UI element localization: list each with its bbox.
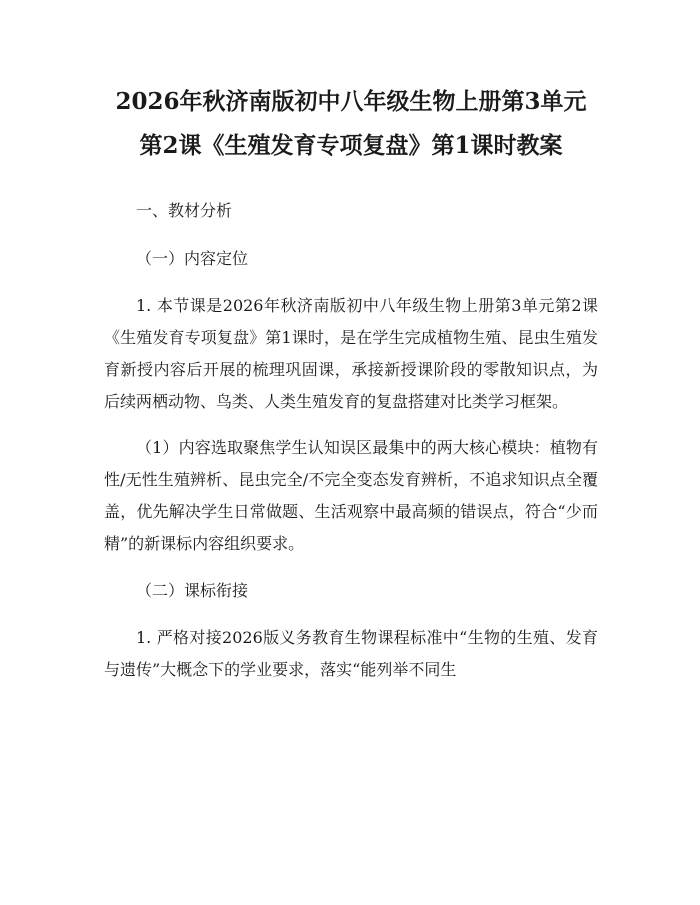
spacer	[104, 168, 598, 194]
spacer	[104, 228, 598, 242]
section-heading-teaching-material-analysis: 一、教材分析	[136, 201, 233, 220]
paragraph-curriculum-standard-1: 1. 严格对接2026版义务教育生物课程标准中“生物的生殖、发育与遗传”大概念下的学业要求，落实“能列举不同生	[104, 628, 598, 679]
paragraph-content-positioning-2: （1）内容选取聚焦学生认知误区最集中的两大核心模块：植物有性/无性生殖辨析、昆虫完全/不完全变态发育辨析，不追求知识点全覆盖，优先解决学生日常做题、生活观察中最高频的错误点，符合“少而精”的新课标内容组织要求。	[104, 438, 598, 553]
document-title: 2026年秋济南版初中八年级生物上册第3单元第2课《生殖发育专项复盘》第1课时教案	[115, 88, 587, 159]
spacer	[104, 560, 598, 574]
subsection-heading-content-positioning: （一）内容定位	[136, 249, 249, 268]
spacer	[104, 418, 598, 432]
document-page	[104, 80, 598, 686]
paragraph-content-positioning-1: 1. 本节课是2026年秋济南版初中八年级生物上册第3单元第2课《生殖发育专项复盘》第1课时，是在学生完成植物生殖、昆虫生殖发育新授内容后开展的梳理巩固课，承接新授课阶段的零散知识点，为后续两栖动物、鸟类、人类生殖发育的复盘搭建对比类学习框架。	[104, 296, 598, 411]
spacer	[104, 276, 598, 290]
subsection-heading-curriculum-standard: （二）课标衔接	[136, 581, 249, 600]
spacer	[104, 608, 598, 622]
